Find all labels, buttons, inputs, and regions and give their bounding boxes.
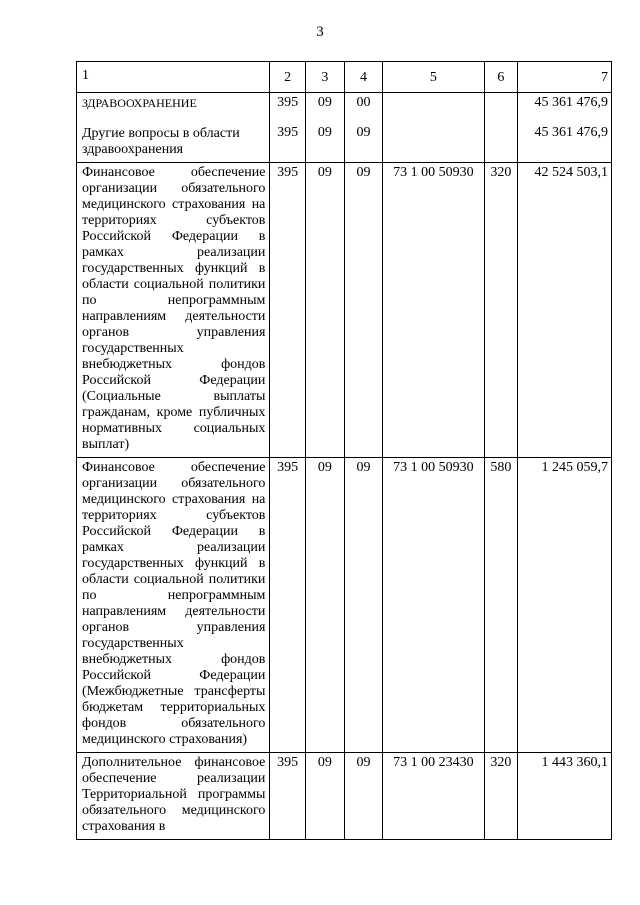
cell-value: 1 245 059,7 bbox=[518, 458, 612, 753]
row-description: Финансовое обеспечение организации обязательного медицинского страхования на территориях субъектов Российской Федерации в рамках реализации государственных функций в области социальной политики по непрограммным направлениям деятельности органов управления государственных внебюджетных фондов Российской Федерации (Межбюджетные трансферты бюджетам территориальных фондов обязательного медицинского страхования) bbox=[77, 458, 270, 753]
table-row bbox=[77, 163, 612, 458]
cell-value: 09 bbox=[344, 753, 382, 840]
column-header: 2 bbox=[270, 62, 305, 93]
section-c2 bbox=[270, 93, 305, 163]
section-subtitle: Другие вопросы в области здравоохранения bbox=[82, 126, 240, 157]
cell-value: 45 361 476,9 bbox=[534, 125, 608, 140]
cell-value: 00 bbox=[356, 95, 371, 110]
column-header: 7 bbox=[518, 62, 612, 93]
section-c3 bbox=[305, 93, 344, 163]
cell-value: 395 bbox=[270, 163, 305, 458]
cell-value: 395 bbox=[270, 753, 305, 840]
cell-value: 73 1 00 50930 bbox=[383, 458, 485, 753]
row-description: Дополнительное финансовое обеспечение реализации Территориальной программы обязательного медицинского страхования в bbox=[77, 753, 270, 840]
section-c5 bbox=[383, 93, 485, 163]
section-c6 bbox=[484, 93, 518, 163]
section-cell bbox=[77, 93, 270, 163]
cell-value: 320 bbox=[484, 753, 518, 840]
column-header: 5 bbox=[383, 62, 485, 93]
cell-value: 09 bbox=[305, 753, 344, 840]
column-header: 4 bbox=[344, 62, 382, 93]
cell-value: 45 361 476,9 bbox=[534, 95, 608, 110]
cell-value: 395 bbox=[270, 458, 305, 753]
section-title: ЗДРАВООХРАНЕНИЕ bbox=[82, 96, 197, 110]
cell-value: 42 524 503,1 bbox=[518, 163, 612, 458]
cell-value: 580 bbox=[484, 458, 518, 753]
table-row-section bbox=[77, 93, 612, 163]
budget-table bbox=[76, 61, 612, 840]
page-number: 3 bbox=[316, 24, 324, 40]
cell-value: 320 bbox=[484, 163, 518, 458]
cell-value: 09 bbox=[305, 458, 344, 753]
cell-value: 73 1 00 23430 bbox=[383, 753, 485, 840]
column-header: 3 bbox=[305, 62, 344, 93]
cell-value: 09 bbox=[305, 163, 344, 458]
cell-value: 1 443 360,1 bbox=[518, 753, 612, 840]
table-row bbox=[77, 458, 612, 753]
cell-value: 09 bbox=[356, 125, 371, 140]
table-row bbox=[77, 753, 612, 840]
column-header: 6 bbox=[484, 62, 518, 93]
cell-value: 09 bbox=[344, 163, 382, 458]
header-row bbox=[77, 62, 612, 93]
cell-value: 09 bbox=[317, 95, 332, 110]
section-c4 bbox=[344, 93, 382, 163]
cell-value: 395 bbox=[277, 95, 299, 110]
cell-value: 09 bbox=[344, 458, 382, 753]
row-description: Финансовое обеспечение организации обязательного медицинского страхования на территориях субъектов Российской Федерации в рамках реализации государственных функций в области социальной политики по непрограммным направлениям деятельности органов управления государственных внебюджетных фондов Российской Федерации (Социальные выплаты гражданам, кроме публичных нормативных социальных выплат) bbox=[77, 163, 270, 458]
column-header: 1 bbox=[77, 62, 270, 93]
cell-value: 73 1 00 50930 bbox=[383, 163, 485, 458]
cell-value: 395 bbox=[277, 125, 299, 140]
section-c7 bbox=[518, 93, 612, 163]
cell-value: 09 bbox=[317, 125, 332, 140]
